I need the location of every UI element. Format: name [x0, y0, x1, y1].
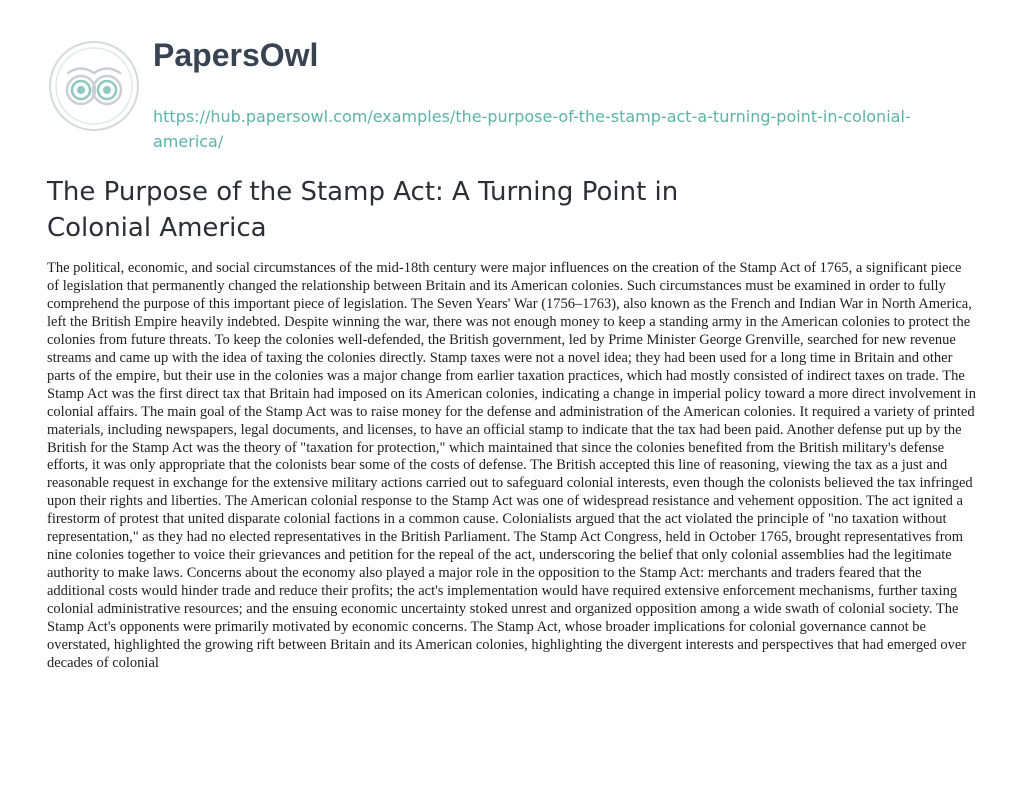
brand-name: PapersOwl: [153, 37, 319, 73]
site-header: [44, 30, 984, 160]
article-body: The political, economic, and social circumstances of the mid-18th century were major influences on the creation of the Stamp Act of 1765, a significant piece of legislation that permanently changed the relationship between Britain and its American colonies. Such circumstances must be examined in order to fully comprehend the purpose of this important piece of legislation. The Seven Years' War (1756–1763), also known as the French and Indian War in North America, left the British Empire heavily indebted. Despite winning the war, there was not enough money to keep a standing army in the American colonies to protect the colonies from future threats. To keep the colonies well-defended, the British government, led by Prime Minister George Grenville, searched for new revenue streams and came up with the idea of taxing the colonies directly. Stamp taxes were not a novel idea; they had been used for a long time in Britain and other parts of the empire, but their use in the colonies was a major change from earlier taxation practices, which had mostly consisted of indirect taxes on trade. The Stamp Act was the first direct tax that Britain had imposed on its American colonies, indicating a change in imperial policy toward a more direct involvement in colonial affairs. The main goal of the Stamp Act was to raise money for the defense and administration of the American colonies. It required a variety of printed materials, including newspapers, legal documents, and licenses, to have an official stamp to indicate that the tax had been paid. Another defense put up by the British for the Stamp Act was the theory of "taxation for protection," which maintained that since the colonies benefited from the British military's defense efforts, it was only appropriate that the colonists bear some of the costs of defense. The British accepted this line of reasoning, viewing the tax as a just and reasonable request in exchange for the extensive military actions carried out to safeguard colonial interests, even though the colonists believed the tax infringed upon their rights and liberties. The American colonial response to the Stamp Act was one of widespread resistance and vehement opposition. The act ignited a firestorm of protest that united disparate colonial factions in a common cause. Colonialists argued that the act violated the principle of "no taxation without representation," as they had no elected representatives in the British Parliament. The Stamp Act Congress, held in October 1765, brought representatives from nine colonies together to voice their grievances and petition for the repeal of the act, underscoring the belief that only colonial assemblies had the legitimate authority to make laws. Concerns about the economy also played a major role in the opposition to the Stamp Act: merchants and traders feared that the additional costs would hinder trade and reduce their profits; the act's implementation would have required extensive enforcement mechanisms, further taxing colonial administrative resources; and the ensuing economic uncertainty stoked unrest and organized opposition among a wide swath of colonial society. The Stamp Act's opponents were primarily motivated by economic concerns. The Stamp Act, whose broader implications for colonial governance cannot be overstated, highlighted the growing rift between Britain and its American colonies, highlighting the divergent interests and perspectives that had emerged over decades of colonial: [47, 260, 976, 671]
article-title: The Purpose of the Stamp Act: A Turning Point in Colonial America: [47, 177, 679, 243]
article-url-link[interactable]: https://hub.papersowl.com/examples/the-purpose-of-the-stamp-act-a-turning-point-in-colonial-america/: [153, 107, 911, 151]
owl-eyes-logo-icon: [48, 40, 140, 132]
